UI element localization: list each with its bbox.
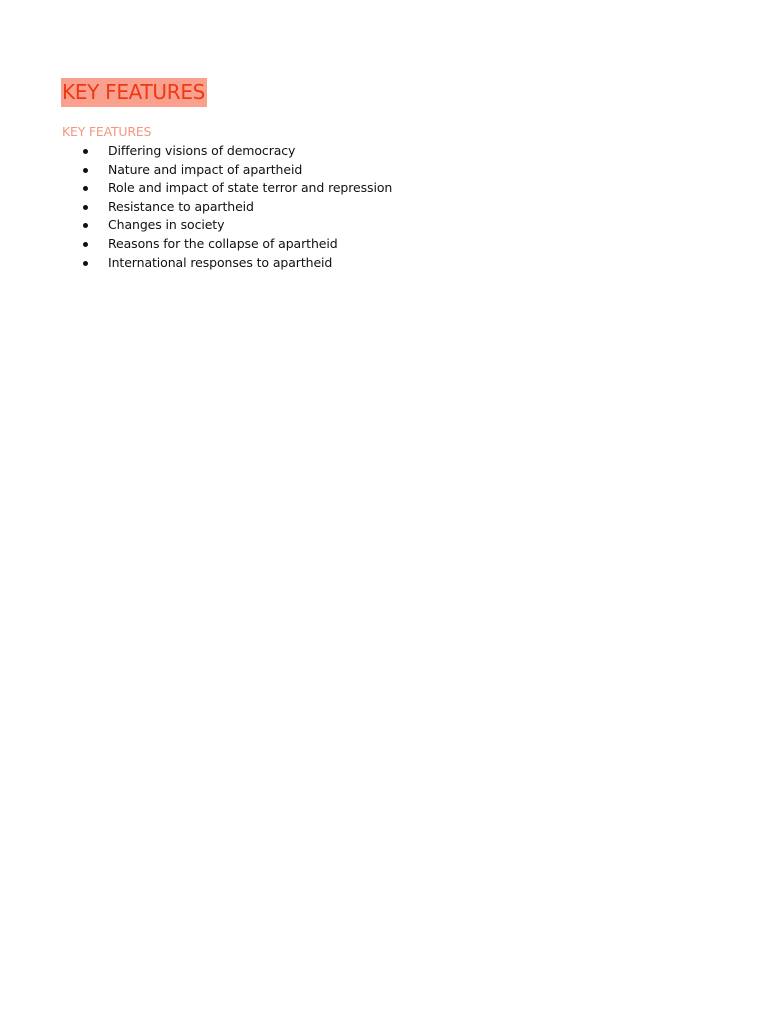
list-item-text: Differing visions of democracy xyxy=(108,143,296,158)
section-heading: KEY FEATURES xyxy=(62,124,152,139)
bullet-icon xyxy=(83,261,88,266)
bullet-icon xyxy=(83,205,88,210)
bullet-icon xyxy=(83,149,88,154)
page-title: KEY FEATURES xyxy=(61,78,207,107)
bullet-icon xyxy=(83,168,88,173)
list-item-text: International responses to apartheid xyxy=(108,254,333,270)
bullet-icon xyxy=(83,223,88,228)
bullet-icon xyxy=(83,242,88,247)
bullet-icon xyxy=(83,186,88,191)
list-item-text: Changes in society xyxy=(108,217,225,233)
list-item-text: Resistance to apartheid xyxy=(108,198,254,214)
list-item-text: Reasons for the collapse of apartheid xyxy=(108,235,338,251)
list-item-text: Nature and impact of apartheid xyxy=(108,161,303,177)
list-item-text: Role and impact of state terror and repression xyxy=(108,180,393,196)
